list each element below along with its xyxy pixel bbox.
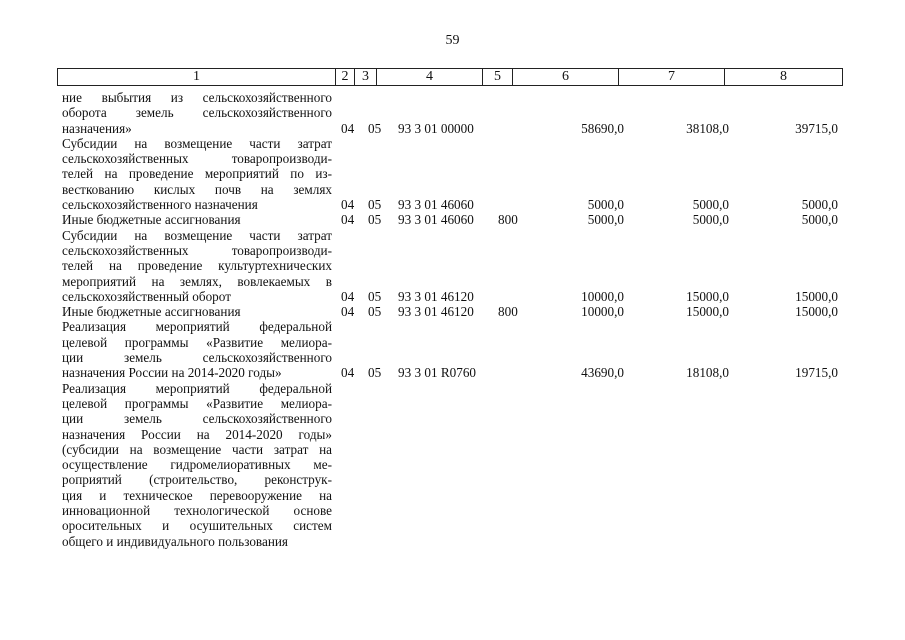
amount-col-7: 18108,0 (686, 365, 729, 381)
expense-type-code: 800 (498, 212, 518, 228)
description-line: мероприятий на землях, вовлекаемых в (62, 273, 332, 289)
amount-col-8: 5000,0 (801, 212, 838, 228)
table-row (62, 228, 842, 304)
section-code: 04 (341, 288, 355, 304)
description-line: сельскохозяйственных товаропроизводи- (62, 151, 332, 167)
target-article-code: 93 3 01 46060 (398, 212, 474, 228)
description-line: весткованию кислых почв на землях (62, 181, 332, 197)
description-line: Реализация мероприятий федеральной (62, 319, 332, 335)
subsection-code: 05 (368, 304, 382, 320)
description-line: назначения России на 2014-2020 годы» (62, 365, 282, 381)
amount-col-7: 5000,0 (692, 197, 729, 213)
section-code: 04 (341, 120, 355, 136)
row-description (62, 304, 332, 319)
description-line: назначения» (62, 120, 132, 136)
description-line: Иные бюджетные ассигнования (62, 304, 241, 320)
target-article-code: 93 3 01 46120 (398, 304, 474, 320)
description-line: Субсидии на возмещение части затрат (62, 135, 332, 151)
amount-col-8: 19715,0 (795, 365, 838, 381)
table-row (62, 212, 842, 227)
section-code: 04 (341, 365, 355, 381)
row-description (62, 319, 332, 380)
amount-col-6: 10000,0 (581, 288, 624, 304)
page-number: 59 (445, 33, 460, 48)
row-description (62, 136, 332, 212)
description-line: сельскохозяйственных товаропроизводи- (62, 242, 332, 258)
amount-col-7: 15000,0 (686, 304, 729, 320)
description-line: общего и индивидуального пользования (62, 533, 289, 549)
description-line: ние выбытия из сельскохозяйственного (62, 90, 332, 105)
section-code: 04 (341, 197, 355, 213)
target-article-code: 93 3 01 R0760 (398, 365, 477, 381)
header-col-5: 5 (483, 69, 513, 85)
subsection-code: 05 (368, 197, 382, 213)
section-code: 04 (341, 304, 355, 320)
description-line: сельскохозяйственного назначения (62, 197, 258, 213)
subsection-code: 05 (368, 212, 382, 228)
description-line: инновационной технологической основе (62, 503, 332, 519)
amount-col-8: 15000,0 (795, 288, 838, 304)
amount-col-6: 5000,0 (587, 197, 624, 213)
header-col-8: 8 (780, 69, 787, 84)
amount-col-6: 10000,0 (581, 304, 624, 320)
description-line: осуществление гидромелиоративных ме- (62, 457, 332, 473)
description-line: (субсидии на возмещение части затрат на (62, 441, 332, 457)
amount-col-7: 38108,0 (686, 120, 729, 136)
table-body (62, 90, 842, 549)
table-row (62, 319, 842, 380)
description-line: Субсидии на возмещение части затрат (62, 227, 332, 243)
amount-col-6: 5000,0 (587, 212, 624, 228)
row-description (62, 90, 332, 136)
header-col-2: 2 (336, 69, 355, 85)
amount-col-8: 15000,0 (795, 304, 838, 320)
amount-col-6: 43690,0 (581, 365, 624, 381)
amount-col-8: 39715,0 (795, 120, 838, 136)
target-article-code: 93 3 01 46060 (398, 197, 474, 213)
header-col-7: 7 (619, 69, 725, 85)
description-line: назначения России на 2014-2020 годы» (62, 426, 332, 442)
target-article-code: 93 3 01 46120 (398, 288, 474, 304)
description-line: целевой программы «Развитие мелиора- (62, 334, 332, 350)
amount-col-7: 5000,0 (692, 212, 729, 228)
description-line: ции земель сельскохозяйственного (62, 411, 332, 427)
row-description (62, 228, 332, 304)
description-line: телей на проведение культуртехнических (62, 258, 332, 274)
table-header (57, 68, 843, 86)
description-line: ция и техническое перевооружение на (62, 487, 332, 503)
description-line: оросительных и осушительных систем (62, 518, 332, 534)
description-line: роприятий (строительство, реконструк- (62, 472, 332, 488)
table-row (62, 304, 842, 319)
description-line: телей на проведение мероприятий по из- (62, 166, 332, 182)
amount-col-6: 58690,0 (581, 120, 624, 136)
table-row (62, 136, 842, 212)
header-col-6: 6 (513, 69, 619, 85)
description-line: Реализация мероприятий федеральной (62, 380, 332, 396)
subsection-code: 05 (368, 365, 382, 381)
table-row (62, 90, 842, 136)
expense-type-code: 800 (498, 304, 518, 320)
description-line: целевой программы «Развитие мелиора- (62, 395, 332, 411)
section-code: 04 (341, 212, 355, 228)
row-description (62, 381, 332, 549)
subsection-code: 05 (368, 120, 382, 136)
description-line: оборота земель сельскохозяйственного (62, 105, 332, 121)
target-article-code: 93 3 01 00000 (398, 120, 474, 136)
row-description (62, 212, 332, 227)
header-col-3: 3 (355, 69, 377, 85)
header-col-1: 1 (58, 69, 336, 85)
table-row (62, 381, 842, 549)
subsection-code: 05 (368, 288, 382, 304)
description-line: сельскохозяйственный оборот (62, 288, 231, 304)
header-col-4: 4 (377, 69, 483, 85)
description-line: ции земель сельскохозяйственного (62, 350, 332, 366)
description-line: Иные бюджетные ассигнования (62, 212, 241, 228)
amount-col-7: 15000,0 (686, 288, 729, 304)
amount-col-8: 5000,0 (801, 197, 838, 213)
